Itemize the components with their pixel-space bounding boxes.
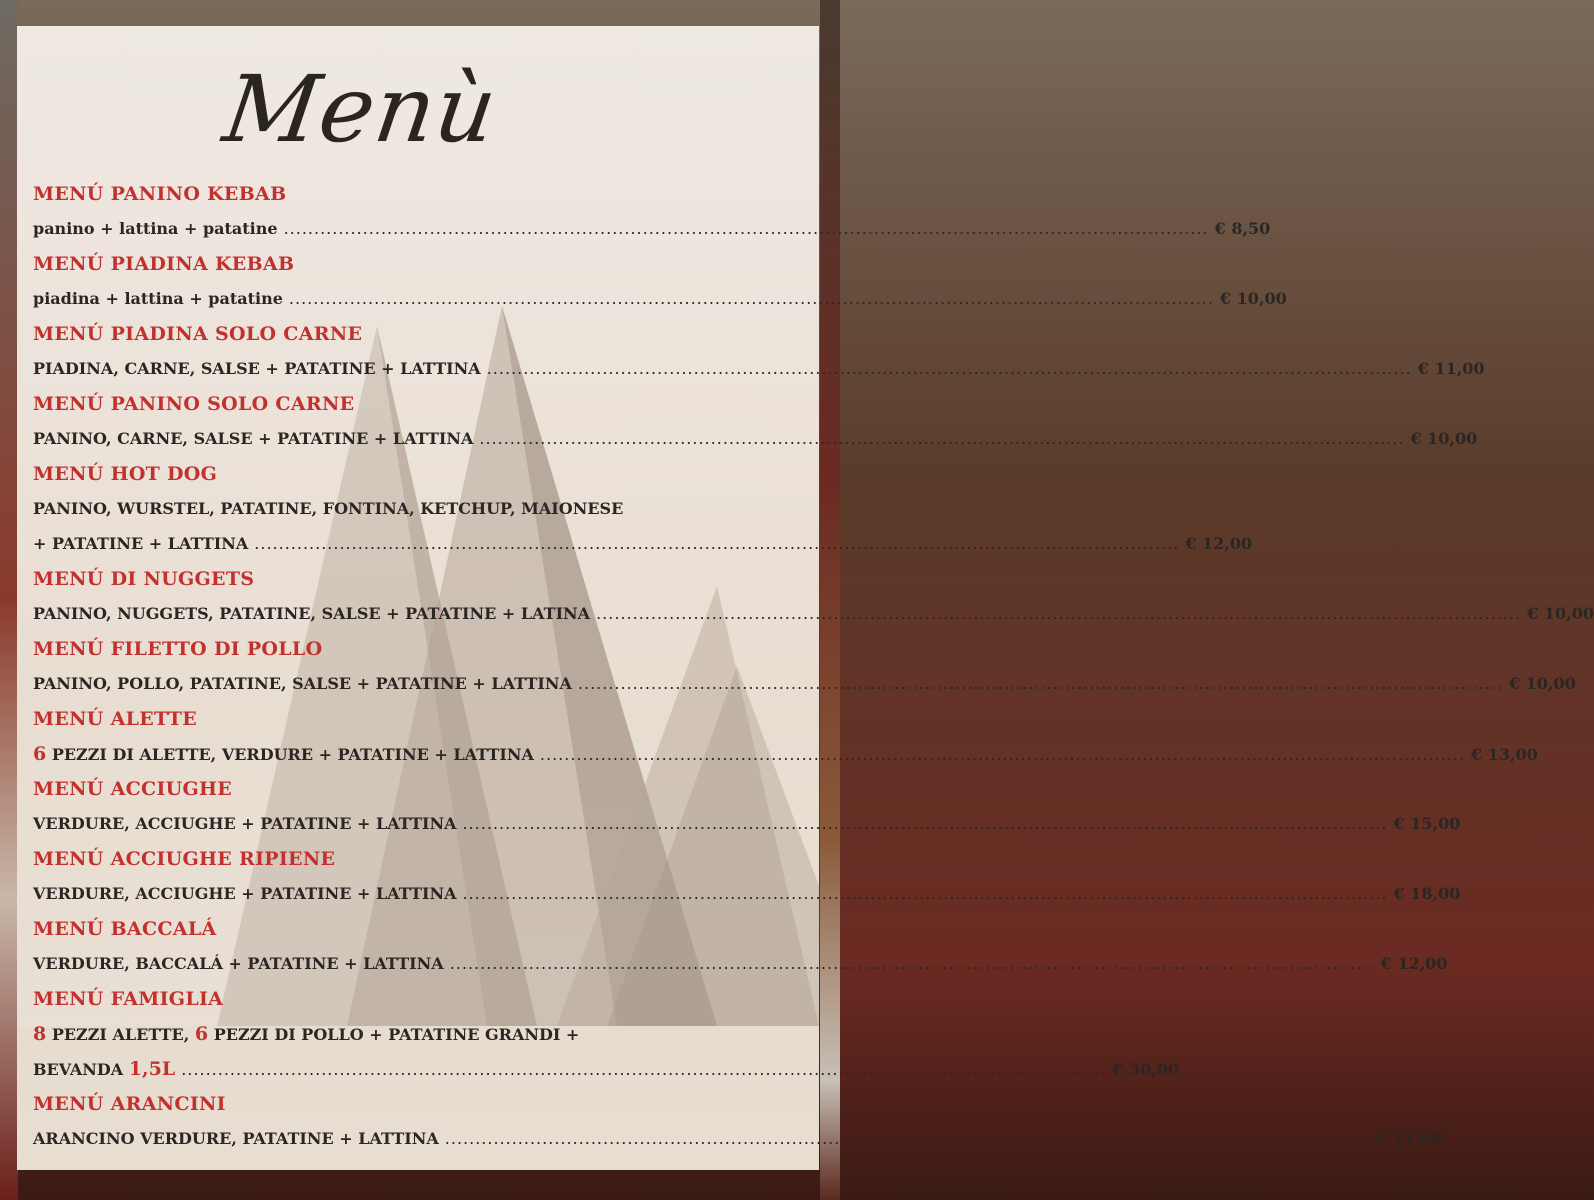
section-heading: MENÚ ACCIUGHE (33, 778, 233, 800)
item-price: € 8,50 (1214, 219, 1271, 238)
section-heading: MENÚ FAMIGLIA (33, 988, 224, 1010)
quantity-number: 1,5L (128, 1058, 176, 1080)
dot-leader: ........................................................................................................................................................ (462, 814, 1388, 833)
section-heading: MENÚ PIADINA KEBAB (33, 253, 295, 275)
item-description (33, 531, 248, 557)
item-description (33, 671, 572, 697)
item-price: € 10,00 (1508, 674, 1576, 693)
section-heading: MENÚ PIADINA SOLO CARNE (33, 323, 363, 345)
photo-background-right (820, 0, 840, 1200)
item-price: € 30,00 (1112, 1060, 1180, 1079)
item-text: + PATATINE + LATTINA (33, 534, 249, 553)
menu-item-line (33, 811, 1461, 837)
item-text: PEZZI DI POLLO + PATATINE GRANDI + (213, 1025, 580, 1044)
item-description (33, 1056, 175, 1083)
section-heading: MENÚ FILETTO DI POLLO (33, 638, 323, 660)
section-heading: MENÚ ACCIUGHE RIPIENE (33, 848, 336, 870)
menu-item-line (33, 1056, 1180, 1082)
dot-leader: ........................................................................................................................................................ (596, 604, 1522, 623)
section-heading: MENÚ PANINO SOLO CARNE (33, 393, 355, 415)
item-text: panino + lattina + patatine (33, 219, 278, 238)
item-text: PANINO, CARNE, SALSE + PATATINE + LATTINA (33, 429, 474, 448)
item-price: € 11,00 (1417, 359, 1485, 378)
item-price: € 12,00 (1185, 534, 1253, 553)
item-price: € 10,00 (1527, 604, 1594, 623)
menu-item-line (33, 741, 1538, 767)
item-price: € 12,00 (1380, 954, 1448, 973)
item-text: PANINO, NUGGETS, PATATINE, SALSE + PATATINE + LATINA (33, 604, 591, 623)
item-text: PIADINA, CARNE, SALSE + PATATINE + LATTINA (33, 359, 481, 378)
menu-content (17, 26, 1594, 1170)
section-heading: MENÚ ALETTE (33, 708, 198, 730)
item-text: PANINO, POLLO, PATATINE, SALSE + PATATINE + LATTINA (33, 674, 572, 693)
item-text: PEZZI DI ALETTE, VERDURE + PATATINE + LATTINA (51, 745, 534, 764)
item-price: € 13,00 (1470, 745, 1538, 764)
item-price: € 10,00 (1410, 429, 1478, 448)
item-text: piadina + lattina + patatine (33, 289, 283, 308)
item-description (33, 601, 590, 627)
item-description (33, 356, 481, 382)
menu-item-line (33, 426, 1478, 452)
section-heading: MENÚ ARANCINI (33, 1093, 226, 1115)
menu-item-line (33, 356, 1485, 382)
menu-item-line (33, 531, 1253, 557)
item-text: VERDURE, BACCALÁ + PATATINE + LATTINA (33, 954, 444, 973)
dot-leader: ........................................................................................................................................................ (486, 359, 1412, 378)
dot-leader: ........................................................................................................................................................ (479, 429, 1405, 448)
menu-item-line (33, 1021, 803, 1047)
menu-item-line (33, 1126, 1443, 1152)
item-description (33, 426, 473, 452)
menu-item-line (33, 671, 1576, 697)
dot-leader: ........................................................................................................................................................ (181, 1060, 1107, 1079)
item-description (33, 811, 457, 837)
item-text: BEVANDA (33, 1060, 124, 1079)
item-description (33, 216, 278, 242)
item-price: € 10,00 (1219, 289, 1287, 308)
menu-item-line (33, 286, 1287, 312)
item-description (33, 881, 457, 907)
section-heading: MENÚ PANINO KEBAB (33, 183, 287, 205)
photo-background-left (0, 0, 18, 1200)
item-description (33, 951, 444, 977)
dot-leader: ........................................................................................................................................................ (462, 884, 1388, 903)
section-heading: MENÚ HOT DOG (33, 463, 218, 485)
item-text: ARANCINO VERDURE, PATATINE + LATTINA (33, 1129, 439, 1148)
item-description (33, 741, 534, 768)
menu-item-line (33, 216, 1271, 242)
menu-item-line: PANINO, WURSTEL, PATATINE, FONTINA, KETCHUP, MAIONESE (33, 499, 624, 518)
dot-leader: ........................................................................................................................................................ (288, 289, 1214, 308)
dot-leader: ........................................................................................................................................................ (577, 674, 1503, 693)
menu-sheet (17, 26, 1594, 1170)
dot-leader: ........................................................................................................................................................ (444, 1129, 1370, 1148)
item-description (33, 1126, 439, 1152)
item-text: VERDURE, ACCIUGHE + PATATINE + LATTINA (33, 884, 457, 903)
item-price: € 18,00 (1393, 884, 1461, 903)
menu-item-line (33, 951, 1448, 977)
section-heading: MENÚ DI NUGGETS (33, 568, 255, 590)
menu-item-line (33, 881, 1461, 907)
quantity-number: 8 (33, 1023, 47, 1045)
quantity-number: 6 (33, 743, 47, 765)
quantity-number: 6 (194, 1023, 209, 1045)
dot-leader: ........................................................................................................................................................ (539, 745, 1465, 764)
item-price: € 11,00 (1375, 1129, 1443, 1148)
menu-item-line (33, 601, 1594, 627)
item-text: PEZZI ALETTE, (51, 1025, 190, 1044)
dot-leader: ........................................................................................................................................................ (449, 954, 1375, 973)
dot-leader: ........................................................................................................................................................ (283, 219, 1209, 238)
item-price: € 15,00 (1393, 814, 1461, 833)
section-heading: MENÚ BACCALÁ (33, 918, 217, 940)
item-text: VERDURE, ACCIUGHE + PATATINE + LATTINA (33, 814, 457, 833)
page-title: Menù (217, 56, 504, 163)
dot-leader: ........................................................................................................................................................ (254, 534, 1180, 553)
item-description (33, 286, 283, 312)
